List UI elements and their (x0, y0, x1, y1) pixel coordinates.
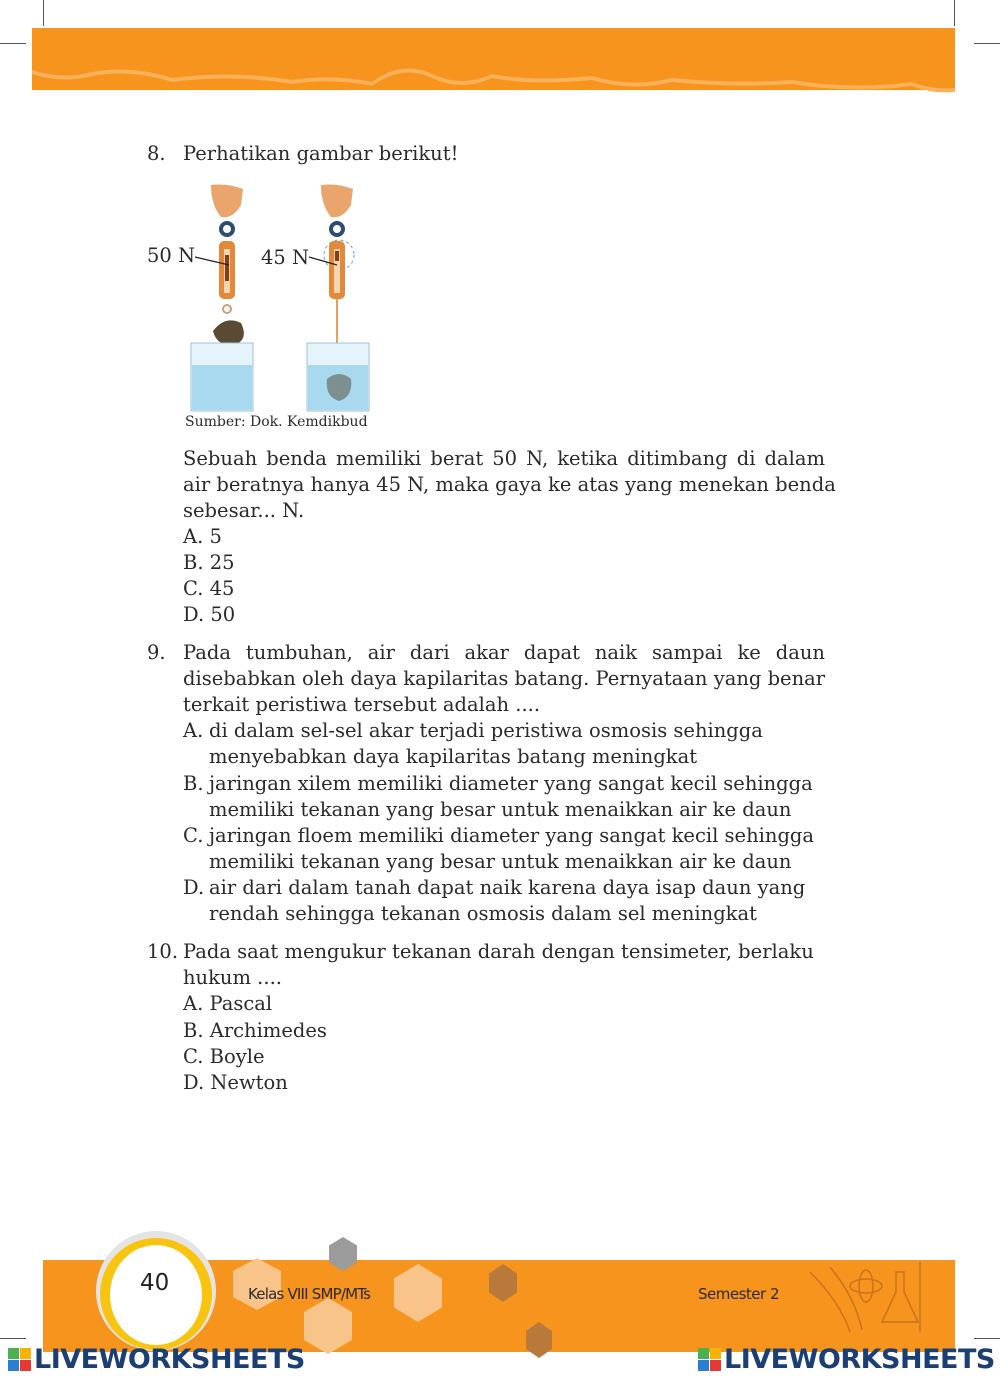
option-text: 45 (209, 577, 235, 600)
option-letter: C. (183, 1045, 204, 1068)
crop-mark (974, 1338, 1000, 1339)
option-text: 50 (210, 603, 236, 626)
liveworksheets-logo-icon (698, 1348, 721, 1371)
option-text: di dalam sel-sel akar terjadi peristiwa osmosis sehingga (209, 719, 763, 742)
question-10-number: 10. (147, 940, 179, 963)
question-10-text: hukum .... (183, 966, 282, 989)
watermark-text: LIVEWORKSHEETS (724, 1344, 995, 1375)
question-9-text: disebabkan oleh daya kapilaritas batang. Pernyataan yang benar (183, 667, 826, 690)
option-text: menyebabkan daya kapilaritas batang meningkat (209, 745, 698, 768)
option-text: air dari dalam tanah dapat naik karena daya isap daun yang (209, 876, 806, 899)
option-8a[interactable] (183, 524, 222, 550)
option-letter: D. (183, 603, 205, 626)
crop-mark (43, 0, 44, 26)
crop-mark (974, 43, 1000, 44)
scale-reading-left: 50 N (147, 244, 196, 267)
option-8c[interactable] (183, 576, 234, 602)
option-text: memiliki tekanan yang besar untuk menaikkan air ke daun (209, 798, 792, 821)
option-text: 25 (209, 551, 235, 574)
question-10-text: Pada saat mengukur tekanan darah dengan tensimeter, berlaku (183, 940, 814, 963)
option-letter: A. (183, 719, 204, 742)
option-10b[interactable] (183, 1018, 327, 1044)
question-9-number: 9. (147, 641, 166, 664)
option-text: Boyle (209, 1045, 265, 1068)
option-text: Pascal (209, 992, 273, 1015)
question-9-text: terkait peristiwa tersebut adalah .... (183, 693, 541, 716)
option-letter: B. (183, 1019, 204, 1042)
option-8b[interactable] (183, 550, 235, 576)
class-label: Kelas VIII SMP/MTs (248, 1285, 371, 1303)
liveworksheets-watermark (698, 1344, 995, 1375)
option-letter: A. (183, 992, 204, 1015)
question-8-number: 8. (147, 142, 166, 165)
question-8-prompt: Perhatikan gambar berikut! (183, 142, 459, 165)
crop-mark (954, 0, 955, 26)
option-letter: C. (183, 824, 204, 847)
option-text: jaringan xilem memiliki diameter yang sangat kecil sehingga (209, 772, 813, 795)
question-8-text: air beratnya hanya 45 N, maka gaya ke atas yang menekan benda (183, 473, 836, 496)
option-letter: A. (183, 525, 204, 548)
question-9-text: Pada tumbuhan, air dari akar dapat naik sampai ke daun (183, 641, 825, 664)
option-10a[interactable] (183, 991, 272, 1017)
figure-caption: Sumber: Dok. Kemdikbud (185, 414, 368, 430)
option-letter: D. (183, 1071, 205, 1094)
spring-scale-figure (145, 183, 375, 418)
option-letter: D. (183, 876, 205, 899)
semester-label: Semester 2 (698, 1285, 779, 1303)
option-text: 5 (209, 525, 222, 548)
option-text: Newton (210, 1071, 288, 1094)
liveworksheets-watermark (8, 1344, 305, 1375)
question-8-text: Sebuah benda memiliki berat 50 N, ketika ditimbang di dalam (183, 447, 825, 470)
option-letter: C. (183, 577, 204, 600)
option-text: jaringan floem memiliki diameter yang sangat kecil sehingga (209, 824, 815, 847)
watermark-text: LIVEWORKSHEETS (34, 1344, 305, 1375)
page-number: 40 (140, 1270, 170, 1296)
crop-mark (0, 1338, 26, 1339)
crop-mark (0, 43, 26, 44)
option-text: memiliki tekanan yang besar untuk menaikkan air ke daun (209, 850, 792, 873)
scale-reading-right: 45 N (261, 246, 310, 269)
option-text: rendah sehingga tekanan osmosis dalam sel meningkat (209, 902, 757, 925)
option-10c[interactable] (183, 1044, 265, 1070)
option-letter: B. (183, 772, 204, 795)
option-letter: B. (183, 551, 204, 574)
header-torn-edge (32, 60, 955, 100)
option-10d[interactable] (183, 1070, 288, 1096)
spring-scale-illustration (145, 183, 375, 418)
option-text: Archimedes (209, 1019, 327, 1042)
option-8d[interactable] (183, 602, 235, 628)
science-icons-decoration (800, 1262, 940, 1342)
question-8-text: sebesar... N. (183, 499, 305, 522)
liveworksheets-logo-icon (8, 1348, 31, 1371)
